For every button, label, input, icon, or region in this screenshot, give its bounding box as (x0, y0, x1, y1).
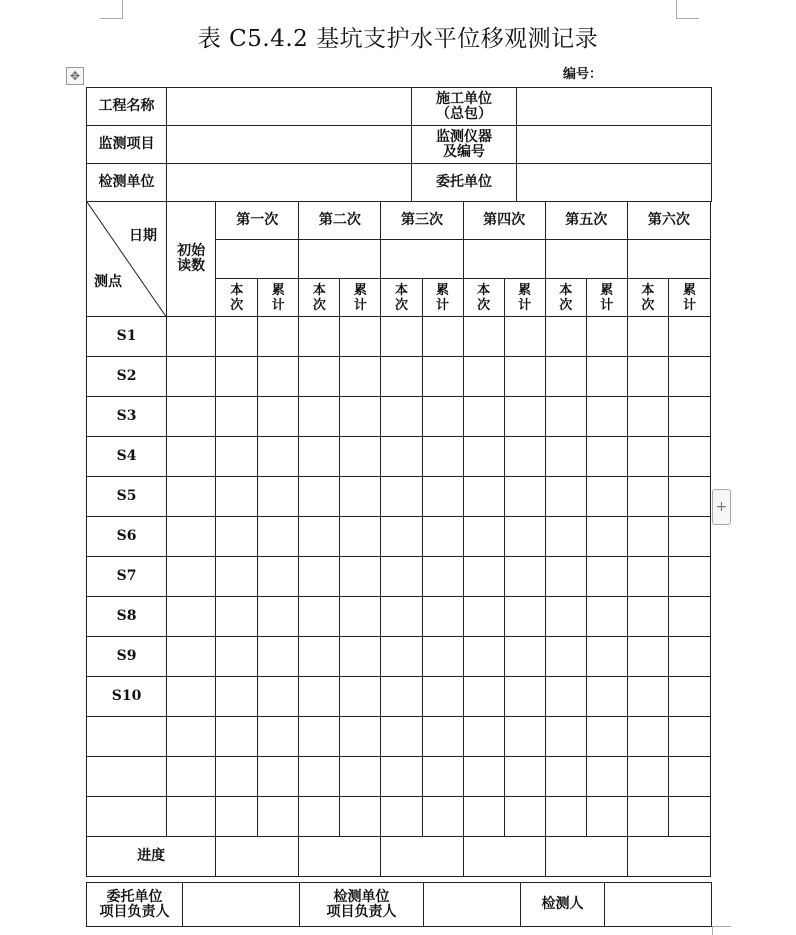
reading-cell[interactable] (668, 637, 710, 677)
round-header: 第三次 (381, 202, 463, 240)
reading-cell[interactable] (504, 797, 545, 837)
reading-cell[interactable] (545, 637, 586, 677)
reading-cell[interactable] (586, 317, 627, 357)
table-row (87, 597, 711, 637)
progress-label: 进度 (87, 837, 216, 877)
date-point-header (87, 202, 167, 317)
round-date-cell[interactable] (627, 240, 710, 279)
reading-cell[interactable] (258, 597, 299, 637)
reading-cell[interactable] (299, 437, 340, 477)
table-row (87, 437, 711, 477)
reading-cell[interactable] (545, 597, 586, 637)
reading-cell[interactable] (668, 517, 710, 557)
reading-cell[interactable] (627, 677, 668, 717)
reading-cell[interactable] (545, 677, 586, 717)
project-info-table (86, 87, 712, 202)
reading-cell[interactable] (340, 717, 381, 757)
inspection-unit-label: 检测单位 (87, 164, 167, 202)
cumulative-header: 累 计 (586, 279, 627, 317)
reading-cell[interactable] (422, 757, 463, 797)
reading-cell[interactable] (422, 717, 463, 757)
reading-cell[interactable] (340, 517, 381, 557)
initial-reading-cell[interactable] (167, 757, 216, 797)
page-title: 表 C5.4.2 基坑支护水平位移观测记录 (197, 26, 599, 52)
reading-cell[interactable] (340, 757, 381, 797)
diagonal-line (87, 202, 167, 318)
reading-cell[interactable] (299, 637, 340, 677)
point-label (87, 757, 167, 797)
reading-cell[interactable] (299, 757, 340, 797)
monitor-item-field[interactable] (167, 126, 412, 164)
initial-reading-cell[interactable] (167, 557, 216, 597)
reading-cell[interactable] (668, 717, 710, 757)
reading-cell[interactable] (545, 717, 586, 757)
reading-cell[interactable] (216, 557, 258, 597)
inspect-lead-field[interactable] (424, 883, 521, 927)
reading-cell[interactable] (258, 357, 299, 397)
reading-cell[interactable] (340, 477, 381, 517)
round-header: 第二次 (299, 202, 381, 240)
reading-cell[interactable] (381, 437, 422, 477)
reading-cell[interactable] (586, 717, 627, 757)
initial-reading-header: 初始 读数 (167, 202, 216, 317)
reading-cell[interactable] (463, 717, 504, 757)
reading-cell[interactable] (586, 677, 627, 717)
point-label: S1 (87, 317, 167, 357)
reading-cell[interactable] (586, 597, 627, 637)
initial-reading-cell[interactable] (167, 637, 216, 677)
inspector-label: 检测人 (521, 883, 605, 927)
instrument-label: 监测仪器 及编号 (412, 126, 517, 164)
reading-cell[interactable] (216, 597, 258, 637)
date-header: 日期 (129, 228, 157, 244)
table-row (87, 477, 711, 517)
table-row (87, 317, 711, 357)
cumulative-header: 累 计 (340, 279, 381, 317)
reading-cell[interactable] (381, 517, 422, 557)
cumulative-header: 累 计 (258, 279, 299, 317)
reading-cell[interactable] (381, 477, 422, 517)
this-time-header: 本 次 (299, 279, 340, 317)
reading-cell[interactable] (422, 357, 463, 397)
reading-cell[interactable] (668, 397, 710, 437)
point-label (87, 717, 167, 757)
reading-cell[interactable] (422, 317, 463, 357)
cumulative-header: 累 计 (668, 279, 710, 317)
point-header: 测点 (94, 274, 122, 290)
reading-cell[interactable] (258, 517, 299, 557)
monitor-item-label: 监测项目 (87, 126, 167, 164)
reading-cell[interactable] (381, 397, 422, 437)
reading-cell[interactable] (381, 637, 422, 677)
table-row (87, 557, 711, 597)
point-label: S3 (87, 397, 167, 437)
reading-cell[interactable] (258, 317, 299, 357)
table-row (87, 797, 711, 837)
progress-cell[interactable] (216, 837, 299, 877)
table-row (87, 757, 711, 797)
reading-cell[interactable] (340, 597, 381, 637)
initial-reading-cell[interactable] (167, 797, 216, 837)
reading-cell[interactable] (340, 317, 381, 357)
inspector-field[interactable] (605, 883, 712, 927)
reading-cell[interactable] (504, 597, 545, 637)
reading-cell[interactable] (299, 797, 340, 837)
progress-cell[interactable] (299, 837, 381, 877)
reading-cell[interactable] (216, 437, 258, 477)
reading-cell[interactable] (668, 597, 710, 637)
reading-cell[interactable] (299, 477, 340, 517)
add-column-icon[interactable]: + (712, 489, 731, 525)
reading-cell[interactable] (299, 357, 340, 397)
reading-cell[interactable] (504, 517, 545, 557)
reading-cell[interactable] (545, 357, 586, 397)
progress-cell[interactable] (463, 837, 545, 877)
reading-cell[interactable] (668, 357, 710, 397)
point-label: S7 (87, 557, 167, 597)
table-move-icon[interactable]: ✥ (66, 67, 84, 85)
reading-cell[interactable] (340, 437, 381, 477)
reading-cell[interactable] (216, 477, 258, 517)
reading-cell[interactable] (504, 757, 545, 797)
reading-cell[interactable] (422, 437, 463, 477)
reading-cell[interactable] (216, 637, 258, 677)
reading-cell[interactable] (504, 317, 545, 357)
page-corner-mark (712, 926, 731, 935)
progress-cell[interactable] (381, 837, 463, 877)
reading-cell[interactable] (627, 557, 668, 597)
reading-cell[interactable] (422, 797, 463, 837)
reading-cell[interactable] (504, 677, 545, 717)
reading-cell[interactable] (668, 437, 710, 477)
reading-cell[interactable] (299, 677, 340, 717)
reading-cell[interactable] (668, 477, 710, 517)
reading-cell[interactable] (340, 797, 381, 837)
initial-reading-cell[interactable] (167, 317, 216, 357)
reading-cell[interactable] (545, 397, 586, 437)
reading-cell[interactable] (216, 757, 258, 797)
reading-cell[interactable] (258, 637, 299, 677)
client-lead-field[interactable] (183, 883, 300, 927)
client-unit-label: 委托单位 (412, 164, 517, 202)
reading-cell[interactable] (258, 757, 299, 797)
reading-cell[interactable] (504, 637, 545, 677)
round-header: 第五次 (545, 202, 627, 240)
point-label (87, 797, 167, 837)
this-time-header: 本 次 (381, 279, 422, 317)
reading-cell[interactable] (545, 437, 586, 477)
reading-cell[interactable] (463, 677, 504, 717)
reading-cell[interactable] (586, 517, 627, 557)
reading-cell[interactable] (504, 717, 545, 757)
instrument-field[interactable] (517, 126, 712, 164)
reading-cell[interactable] (299, 517, 340, 557)
reading-cell[interactable] (504, 477, 545, 517)
reading-cell[interactable] (545, 317, 586, 357)
reading-cell[interactable] (299, 397, 340, 437)
reading-cell[interactable] (381, 357, 422, 397)
reading-cell[interactable] (586, 357, 627, 397)
reading-cell[interactable] (258, 437, 299, 477)
construction-unit-label: 施工单位 （总包） (412, 88, 517, 126)
reading-cell[interactable] (627, 517, 668, 557)
reading-cell[interactable] (463, 437, 504, 477)
reading-cell[interactable] (545, 477, 586, 517)
reading-cell[interactable] (216, 317, 258, 357)
page-corner-mark (100, 0, 123, 19)
round-date-cell[interactable] (216, 240, 299, 279)
initial-reading-cell[interactable] (167, 437, 216, 477)
reading-cell[interactable] (381, 557, 422, 597)
reading-cell[interactable] (299, 597, 340, 637)
point-label: S10 (87, 677, 167, 717)
reading-cell[interactable] (463, 557, 504, 597)
table-row (87, 397, 711, 437)
signature-table (86, 882, 712, 927)
reading-cell[interactable] (545, 557, 586, 597)
project-name-field[interactable] (167, 88, 412, 126)
reading-cell[interactable] (422, 397, 463, 437)
reading-cell[interactable] (299, 717, 340, 757)
reading-cell[interactable] (504, 437, 545, 477)
reading-cell[interactable] (381, 597, 422, 637)
reading-cell[interactable] (668, 757, 710, 797)
point-label: S8 (87, 597, 167, 637)
reading-cell[interactable] (258, 477, 299, 517)
project-name-label: 工程名称 (87, 88, 167, 126)
initial-reading-cell[interactable] (167, 717, 216, 757)
table-row (87, 357, 711, 397)
reading-cell[interactable] (627, 477, 668, 517)
reading-cell[interactable] (258, 557, 299, 597)
initial-reading-cell[interactable] (167, 597, 216, 637)
reading-cell[interactable] (463, 637, 504, 677)
reading-cell[interactable] (216, 677, 258, 717)
reading-cell[interactable] (340, 557, 381, 597)
reading-cell[interactable] (258, 397, 299, 437)
reading-cell[interactable] (463, 317, 504, 357)
reading-cell[interactable] (381, 317, 422, 357)
reading-cell[interactable] (299, 317, 340, 357)
reading-cell[interactable] (258, 717, 299, 757)
point-label: S6 (87, 517, 167, 557)
client-lead-label: 委托单位 项目负责人 (87, 883, 183, 927)
table-row (87, 677, 711, 717)
reading-cell[interactable] (504, 357, 545, 397)
reading-cell[interactable] (545, 797, 586, 837)
reading-cell[interactable] (258, 797, 299, 837)
initial-reading-cell[interactable] (167, 517, 216, 557)
progress-cell[interactable] (545, 837, 627, 877)
reading-cell[interactable] (463, 797, 504, 837)
inspection-unit-field[interactable] (167, 164, 412, 202)
reading-cell[interactable] (627, 637, 668, 677)
reading-cell[interactable] (463, 357, 504, 397)
reading-cell[interactable] (504, 557, 545, 597)
round-header: 第六次 (627, 202, 710, 240)
reading-cell[interactable] (668, 557, 710, 597)
reading-cell[interactable] (627, 317, 668, 357)
reading-cell[interactable] (216, 357, 258, 397)
reading-cell[interactable] (586, 397, 627, 437)
inspect-lead-label: 检测单位 项目负责人 (300, 883, 424, 927)
reading-cell[interactable] (422, 597, 463, 637)
reading-cell[interactable] (586, 637, 627, 677)
serial-number-label: 编号： (563, 67, 603, 82)
reading-cell[interactable] (381, 757, 422, 797)
reading-cell[interactable] (216, 797, 258, 837)
reading-cell[interactable] (340, 677, 381, 717)
reading-cell[interactable] (545, 757, 586, 797)
reading-cell[interactable] (381, 677, 422, 717)
table-row (87, 637, 711, 677)
reading-cell[interactable] (586, 557, 627, 597)
reading-cell[interactable] (422, 637, 463, 677)
reading-cell[interactable] (463, 757, 504, 797)
measurement-table (86, 201, 711, 877)
reading-cell[interactable] (586, 797, 627, 837)
initial-reading-cell[interactable] (167, 677, 216, 717)
reading-cell[interactable] (422, 517, 463, 557)
this-time-header: 本 次 (216, 279, 258, 317)
round-header: 第四次 (463, 202, 545, 240)
reading-cell[interactable] (381, 797, 422, 837)
reading-cell[interactable] (545, 517, 586, 557)
round-date-cell[interactable] (299, 240, 381, 279)
table-row (87, 717, 711, 757)
reading-cell[interactable] (463, 597, 504, 637)
cumulative-header: 累 计 (504, 279, 545, 317)
point-label: S4 (87, 437, 167, 477)
point-label: S9 (87, 637, 167, 677)
round-date-cell[interactable] (463, 240, 545, 279)
reading-cell[interactable] (340, 357, 381, 397)
reading-cell[interactable] (504, 397, 545, 437)
this-time-header: 本 次 (463, 279, 504, 317)
reading-cell[interactable] (463, 477, 504, 517)
reading-cell[interactable] (627, 717, 668, 757)
page-corner-mark (676, 0, 699, 19)
reading-cell[interactable] (627, 757, 668, 797)
reading-cell[interactable] (299, 557, 340, 597)
reading-cell[interactable] (627, 357, 668, 397)
round-date-cell[interactable] (545, 240, 627, 279)
this-time-header: 本 次 (545, 279, 586, 317)
initial-reading-cell[interactable] (167, 357, 216, 397)
initial-reading-cell[interactable] (167, 477, 216, 517)
initial-reading-cell[interactable] (167, 397, 216, 437)
reading-cell[interactable] (627, 397, 668, 437)
point-label: S5 (87, 477, 167, 517)
construction-unit-field[interactable] (517, 88, 712, 126)
point-label: S2 (87, 357, 167, 397)
reading-cell[interactable] (381, 717, 422, 757)
reading-cell[interactable] (586, 477, 627, 517)
reading-cell[interactable] (463, 517, 504, 557)
client-unit-field[interactable] (517, 164, 712, 202)
reading-cell[interactable] (668, 317, 710, 357)
this-time-header: 本 次 (627, 279, 668, 317)
reading-cell[interactable] (586, 437, 627, 477)
cumulative-header: 累 计 (422, 279, 463, 317)
reading-cell[interactable] (340, 637, 381, 677)
reading-cell[interactable] (627, 597, 668, 637)
round-date-cell[interactable] (381, 240, 463, 279)
round-header: 第一次 (216, 202, 299, 240)
reading-cell[interactable] (668, 797, 710, 837)
reading-cell[interactable] (422, 477, 463, 517)
reading-cell[interactable] (463, 397, 504, 437)
reading-cell[interactable] (258, 677, 299, 717)
reading-cell[interactable] (668, 677, 710, 717)
reading-cell[interactable] (216, 517, 258, 557)
reading-cell[interactable] (627, 437, 668, 477)
reading-cell[interactable] (586, 757, 627, 797)
reading-cell[interactable] (216, 717, 258, 757)
reading-cell[interactable] (627, 797, 668, 837)
table-row (87, 517, 711, 557)
reading-cell[interactable] (340, 397, 381, 437)
progress-cell[interactable] (627, 837, 710, 877)
reading-cell[interactable] (422, 677, 463, 717)
reading-cell[interactable] (422, 557, 463, 597)
reading-cell[interactable] (216, 397, 258, 437)
